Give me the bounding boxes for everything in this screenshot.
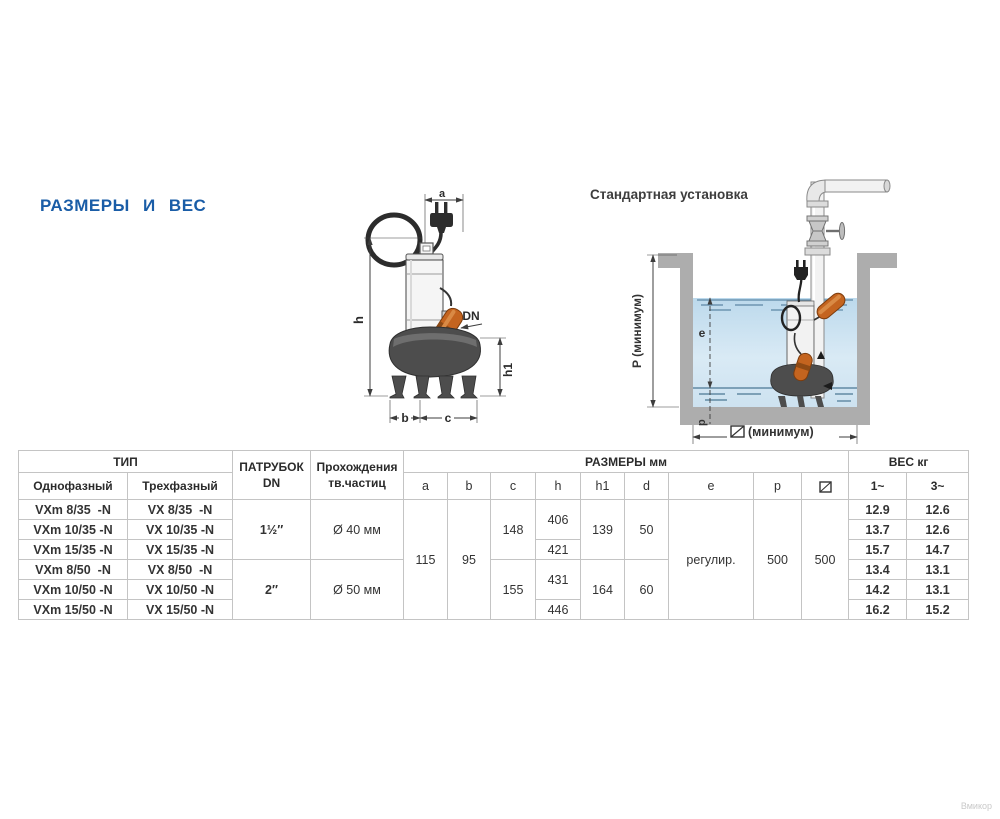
square-diagonal-icon	[819, 481, 832, 493]
dim-label-p-small: p	[696, 419, 708, 426]
dim-d-50: 60	[625, 560, 669, 620]
page-title: РАЗМЕРЫ И ВЕС	[40, 196, 207, 215]
dim-h-8-10-50: 431	[536, 560, 581, 600]
dim-b-value: 95	[448, 500, 491, 620]
dn-leader-line	[461, 324, 482, 328]
model-single: VXm 8/35 -N	[19, 500, 128, 520]
dim-square-value: 500	[802, 500, 849, 620]
dim-c-35: 148	[491, 500, 536, 560]
dim-label-b: b	[401, 411, 409, 425]
gate-valve	[805, 216, 845, 255]
header-three-phase: Трехфазный	[128, 473, 233, 500]
header-port-line1: ПАТРУБОК	[239, 459, 304, 474]
weight-3ph: 12.6	[907, 500, 969, 520]
dim-label-dn: DN	[462, 309, 480, 323]
solids-50: Ø 50 мм	[311, 560, 404, 620]
weight-3ph: 13.1	[907, 580, 969, 600]
model-single: VXm 10/35 -N	[19, 520, 128, 540]
pump-dimension-drawing	[330, 170, 530, 448]
plug-icon	[430, 202, 453, 233]
header-dim-h: h	[536, 473, 581, 500]
dim-p-value: 500	[754, 500, 802, 620]
weight-1ph: 13.4	[849, 560, 907, 580]
dim-h-8-10-35: 406	[536, 500, 581, 540]
model-three: VX 15/35 -N	[128, 540, 233, 560]
header-dim-e: e	[669, 473, 754, 500]
header-dim-square	[802, 473, 849, 500]
dim-h1-35: 139	[581, 500, 625, 560]
model-single: VXm 15/50 -N	[19, 600, 128, 620]
header-dim-h1: h1	[581, 473, 625, 500]
pump-legs	[390, 376, 477, 398]
header-weight: ВЕС кг	[849, 451, 969, 473]
header-port-line2: DN	[262, 476, 281, 490]
dim-label-h1: h1	[501, 362, 515, 378]
dim-h1-50: 164	[581, 560, 625, 620]
dim-a-value: 115	[404, 500, 448, 620]
model-three: VX 8/35 -N	[128, 500, 233, 520]
model-single: VXm 8/50 -N	[19, 560, 128, 580]
header-dim-d: d	[625, 473, 669, 500]
pump-plug-icon	[794, 260, 808, 280]
dim-c-50: 155	[491, 560, 536, 620]
header-solids	[311, 451, 404, 500]
installation-diagram	[585, 168, 935, 460]
dim-h-15-35: 421	[536, 540, 581, 560]
dim-label-e: e	[698, 326, 706, 340]
square-diagonal-icon	[731, 426, 744, 437]
weight-1ph: 16.2	[849, 600, 907, 620]
dim-label-a: a	[438, 188, 446, 200]
header-solids-line1: Прохождения	[316, 459, 398, 474]
header-weight-1ph: 1~	[849, 473, 907, 500]
header-dimensions: РАЗМЕРЫ мм	[404, 451, 849, 473]
installation-svg	[585, 168, 935, 460]
table-row	[19, 500, 969, 520]
dim-d-35: 50	[625, 500, 669, 560]
header-dim-a: a	[404, 473, 448, 500]
dim-label-c: c	[444, 411, 452, 425]
pump-volute	[389, 327, 480, 377]
dim-label-min: (минимум)	[748, 425, 814, 439]
model-single: VXm 15/35 -N	[19, 540, 128, 560]
model-three: VX 15/50 -N	[128, 600, 233, 620]
port-dn-50: 2″	[233, 560, 311, 620]
weight-1ph: 15.7	[849, 540, 907, 560]
weight-1ph: 12.9	[849, 500, 907, 520]
header-dim-p: p	[754, 473, 802, 500]
weight-3ph: 12.6	[907, 520, 969, 540]
pump-drawing-svg	[330, 170, 530, 448]
dim-e-value: регулир.	[669, 500, 754, 620]
model-three: VX 10/35 -N	[128, 520, 233, 540]
weight-1ph: 14.2	[849, 580, 907, 600]
dimension-p-lines	[647, 255, 679, 407]
spec-table	[18, 450, 969, 620]
weight-3ph: 15.2	[907, 600, 969, 620]
weight-3ph: 13.1	[907, 560, 969, 580]
weight-1ph: 13.7	[849, 520, 907, 540]
motor-body	[406, 243, 443, 333]
model-three: VX 10/50 -N	[128, 580, 233, 600]
dim-label-h: h	[351, 316, 366, 324]
installation-title: Стандартная установка	[590, 187, 748, 202]
header-type: ТИП	[19, 451, 233, 473]
header-dim-c: c	[491, 473, 536, 500]
watermark: Вмикор	[960, 801, 992, 811]
model-single: VXm 10/50 -N	[19, 580, 128, 600]
header-weight-3ph: 3~	[907, 473, 969, 500]
header-port	[233, 451, 311, 500]
dim-h-15-50: 446	[536, 600, 581, 620]
header-dim-b: b	[448, 473, 491, 500]
dim-label-p-min: P (минимум)	[630, 293, 644, 369]
header-single-phase: Однофазный	[19, 473, 128, 500]
solids-35: Ø 40 мм	[311, 500, 404, 560]
weight-3ph: 14.7	[907, 540, 969, 560]
model-three: VX 8/50 -N	[128, 560, 233, 580]
port-dn-35: 1½″	[233, 500, 311, 560]
header-solids-line2: тв.частиц	[328, 476, 386, 490]
